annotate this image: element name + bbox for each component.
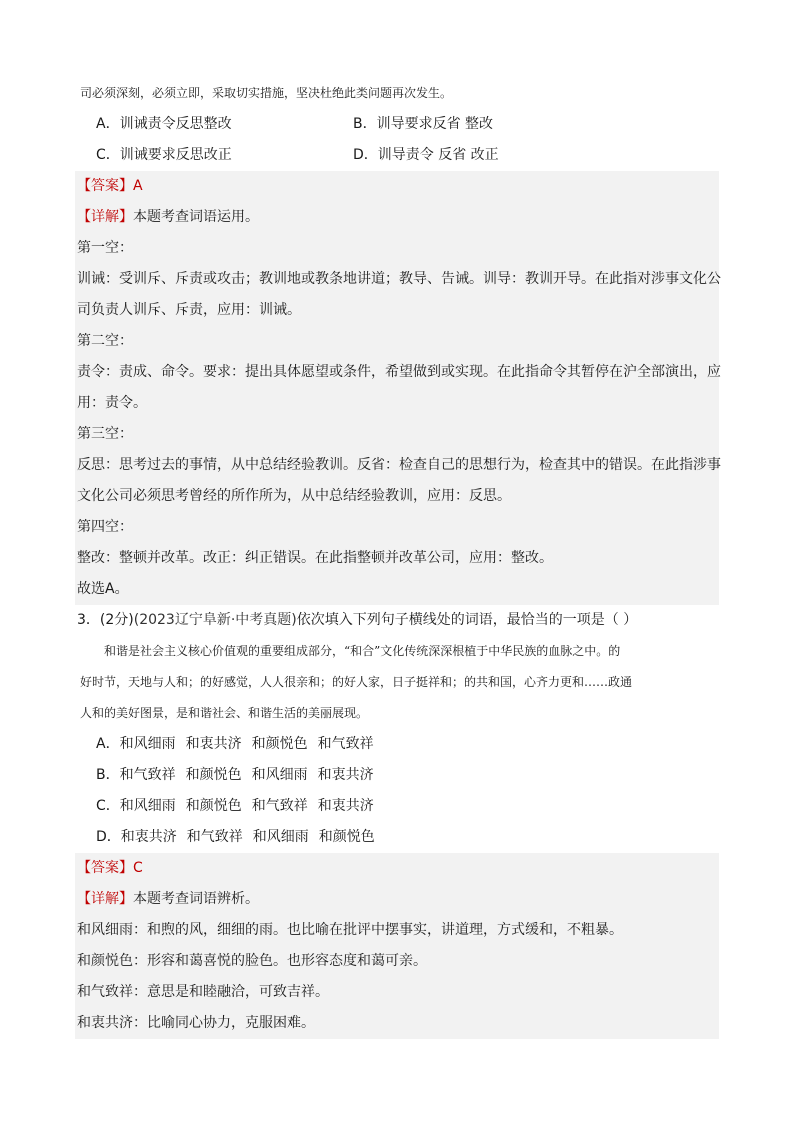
explanation-line: 和衷共济：比喻同心协力，克服困难。 <box>77 1015 315 1031</box>
explanation-line: 司负责人训斥、斥责，应用：训诫。 <box>77 302 301 318</box>
passage-line: 人和的美好图景，是和谐社会、和谐生活的美丽展现。 <box>80 706 369 720</box>
detail-tag: 【详解】 <box>77 209 133 225</box>
question-number: 3．(2分) <box>77 612 134 628</box>
detail-text: 本题考查词语运用。 <box>133 209 259 225</box>
question-2-passage-tail: 司必须深刻，必须立即，采取切实措施，坚决杜绝此类问题再次发生。 <box>80 86 453 100</box>
explanation-line: 责令：责成、命令。要求：提出具体愿望或条件，希望做到或实现。在此指命令其暂停在沪全部演出，应 <box>77 364 721 380</box>
explanation-line: 第一空： <box>77 240 133 256</box>
question-3-stem <box>75 605 719 636</box>
explanation-line: 反思：思考过去的事情，从中总结经验教训。反省：检查自己的思想行为，检查其中的错误。在此指涉事 <box>77 457 721 473</box>
answer-line <box>75 853 719 884</box>
explanation-line: 故选A。 <box>77 581 129 597</box>
detail-line <box>75 884 719 915</box>
answer-tag: 【答案】 <box>77 178 133 194</box>
explanation-line: 第三空： <box>77 426 133 442</box>
option-a: A．训诫责令反思整改 <box>96 116 232 132</box>
question-3-option-c: C．和风细雨 和颜悦色 和气致祥 和衷共济 <box>96 798 374 814</box>
option-d: D．训导责令 反省 改正 <box>353 147 499 163</box>
detail-line <box>75 202 719 233</box>
answer-line <box>75 171 719 202</box>
explanation-line: 和气致祥：意思是和睦融洽，可致吉祥。 <box>77 984 329 1000</box>
question-2-answer-block <box>75 171 719 605</box>
question-3-option-a: A．和风细雨 和衷共济 和颜悦色 和气致祥 <box>96 736 374 752</box>
explanation-line: 和颜悦色：形容和蔼喜悦的脸色。也形容态度和蔼可亲。 <box>77 953 427 969</box>
question-3-option-d: D．和衷共济 和气致祥 和风细雨 和颜悦色 <box>96 829 375 845</box>
question-3-answer-block <box>75 853 719 1039</box>
answer-value: C <box>133 860 143 876</box>
question-2-options-row-1 <box>75 109 719 140</box>
question-source: (2023辽宁阜新·中考真题) <box>133 612 297 628</box>
passage-line: 和谐是社会主义核心价值观的重要组成部分，“和合”文化传统深深根植于中华民族的血脉之中。的 <box>104 644 621 658</box>
question-3-option-b: B．和气致祥 和颜悦色 和风细雨 和衷共济 <box>96 767 374 783</box>
explanation-line: 文化公司必须思考曾经的所作所为，从中总结经验教训，应用：反思。 <box>77 488 511 504</box>
detail-text: 本题考查词语辨析。 <box>133 891 259 907</box>
explanation-line: 整改：整顿并改革。改正：纠正错误。在此指整顿并改革公司，应用：整改。 <box>77 550 553 566</box>
passage-line: 好时节，天地与人和；的好感觉，人人很亲和；的好人家，日子挺祥和；的共和国，心齐力更和……政通 <box>80 675 633 689</box>
question-3-passage <box>75 636 719 729</box>
document-page <box>75 78 719 1039</box>
explanation-line: 训诫：受训斥、斥责或攻击；教训地或教条地讲道；教导、告诫。训导：教训开导。在此指对涉事文化公 <box>77 271 721 287</box>
option-c: C．训诫要求反思改正 <box>96 147 232 163</box>
explanation-line: 用：责令。 <box>77 395 147 411</box>
explanation-line: 和风细雨：和煦的风，细细的雨。也比喻在批评中摆事实，讲道理，方式缓和，不粗暴。 <box>77 922 623 938</box>
question-2-options-row-2 <box>75 140 719 171</box>
detail-tag: 【详解】 <box>77 891 133 907</box>
question-text: 依次填入下列句子横线处的词语，最恰当的一项是（ ） <box>296 612 638 628</box>
explanation-line: 第二空： <box>77 333 133 349</box>
answer-tag: 【答案】 <box>77 860 133 876</box>
option-b: B．训导要求反省 整改 <box>353 116 494 132</box>
explanation-line: 第四空： <box>77 519 133 535</box>
answer-value: A <box>133 178 143 194</box>
